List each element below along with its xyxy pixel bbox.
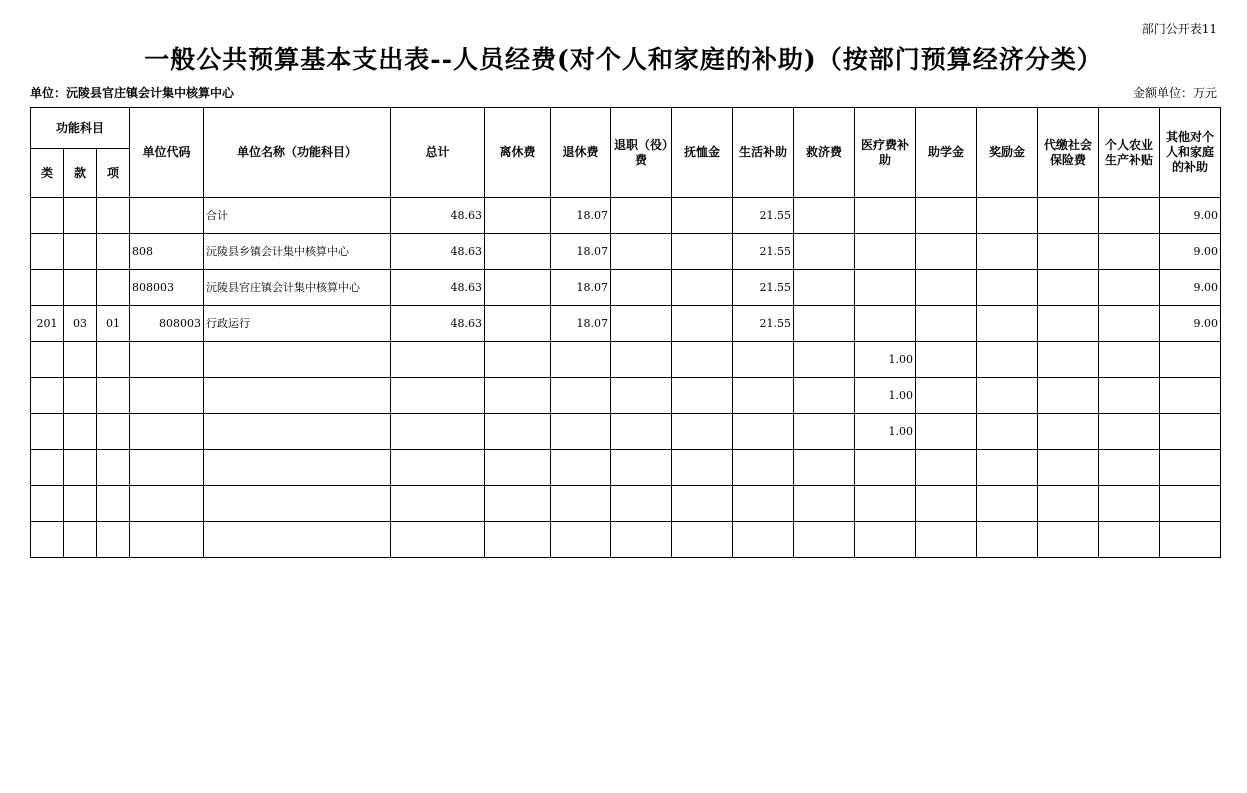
cell-fuxu [672, 306, 733, 342]
cell-lixiu [485, 450, 551, 486]
cell-xiang [97, 342, 130, 378]
cell-shenghuo: 21.55 [733, 270, 794, 306]
cell-yiliao [855, 486, 916, 522]
cell-qita [1160, 414, 1221, 450]
header-unit-code: 单位代码 [130, 108, 204, 198]
cell-tuixiu [551, 450, 611, 486]
header-qita: 其他对个人和家庭的补助 [1160, 108, 1221, 198]
cell-nongye [1099, 198, 1160, 234]
cell-jiuji [794, 342, 855, 378]
cell-code: 808003 [130, 270, 204, 306]
cell-lixiu [485, 414, 551, 450]
cell-lei [31, 234, 64, 270]
cell-tuixiu [551, 414, 611, 450]
cell-zhuxue [916, 270, 977, 306]
cell-lixiu [485, 522, 551, 558]
cell-total: 48.63 [391, 234, 485, 270]
cell-kuan [64, 378, 97, 414]
cell-tuixiu: 18.07 [551, 234, 611, 270]
cell-daijiao [1038, 198, 1099, 234]
cell-total: 48.63 [391, 198, 485, 234]
header-tuixiu: 退休费 [551, 108, 611, 198]
cell-jiuji [794, 198, 855, 234]
header-jiuji: 救济费 [794, 108, 855, 198]
cell-code: 808 [130, 234, 204, 270]
cell-zhuxue [916, 486, 977, 522]
cell-name: 沅陵县官庄镇会计集中核算中心 [204, 270, 391, 306]
cell-shenghuo [733, 378, 794, 414]
cell-lixiu [485, 270, 551, 306]
header-tuizhi: 退职（役）费 [611, 108, 672, 198]
cell-yiliao [855, 270, 916, 306]
cell-daijiao [1038, 234, 1099, 270]
table-row [31, 198, 1221, 234]
cell-jiuji [794, 378, 855, 414]
cell-lei [31, 486, 64, 522]
cell-name: 沅陵县乡镇会计集中核算中心 [204, 234, 391, 270]
table-row [31, 522, 1221, 558]
cell-shenghuo: 21.55 [733, 198, 794, 234]
header-daijiao: 代缴社会保险费 [1038, 108, 1099, 198]
cell-fuxu [672, 198, 733, 234]
cell-name [204, 342, 391, 378]
cell-yiliao: 1.00 [855, 342, 916, 378]
cell-kuan [64, 486, 97, 522]
cell-jiangli [977, 198, 1038, 234]
cell-name [204, 522, 391, 558]
cell-xiang [97, 198, 130, 234]
cell-kuan [64, 342, 97, 378]
header-zhuxue: 助学金 [916, 108, 977, 198]
cell-qita: 9.00 [1160, 234, 1221, 270]
table-row [31, 306, 1221, 342]
cell-code [130, 522, 204, 558]
cell-fuxu [672, 270, 733, 306]
cell-jiangli [977, 522, 1038, 558]
cell-daijiao [1038, 378, 1099, 414]
cell-zhuxue [916, 378, 977, 414]
cell-jiuji [794, 450, 855, 486]
table-row [31, 450, 1221, 486]
cell-jiuji [794, 234, 855, 270]
cell-lei [31, 342, 64, 378]
cell-qita [1160, 522, 1221, 558]
cell-lixiu [485, 234, 551, 270]
header-kuan: 款 [64, 149, 97, 198]
header-row-1 [31, 108, 1221, 149]
cell-tuizhi [611, 522, 672, 558]
cell-tuizhi [611, 378, 672, 414]
cell-lixiu [485, 342, 551, 378]
cell-lei [31, 198, 64, 234]
cell-nongye [1099, 414, 1160, 450]
cell-zhuxue [916, 342, 977, 378]
cell-tuizhi [611, 342, 672, 378]
header-lixiu: 离休费 [485, 108, 551, 198]
cell-code [130, 414, 204, 450]
cell-yiliao [855, 522, 916, 558]
cell-shenghuo [733, 522, 794, 558]
cell-daijiao [1038, 522, 1099, 558]
cell-zhuxue [916, 450, 977, 486]
cell-kuan: 03 [64, 306, 97, 342]
budget-table [30, 107, 1221, 558]
cell-code [130, 342, 204, 378]
cell-total [391, 342, 485, 378]
cell-daijiao [1038, 414, 1099, 450]
cell-total [391, 450, 485, 486]
cell-fuxu [672, 450, 733, 486]
header-lei: 类 [31, 149, 64, 198]
cell-lei [31, 270, 64, 306]
cell-zhuxue [916, 234, 977, 270]
header-jiangli: 奖励金 [977, 108, 1038, 198]
cell-xiang [97, 270, 130, 306]
cell-fuxu [672, 234, 733, 270]
cell-total: 48.63 [391, 306, 485, 342]
cell-nongye [1099, 234, 1160, 270]
cell-tuixiu [551, 378, 611, 414]
cell-lixiu [485, 198, 551, 234]
cell-xiang: 01 [97, 306, 130, 342]
cell-qita: 9.00 [1160, 270, 1221, 306]
cell-jiuji [794, 522, 855, 558]
cell-jiangli [977, 486, 1038, 522]
cell-shenghuo [733, 342, 794, 378]
cell-shenghuo [733, 450, 794, 486]
cell-name [204, 486, 391, 522]
cell-name: 行政运行 [204, 306, 391, 342]
cell-qita [1160, 378, 1221, 414]
cell-nongye [1099, 342, 1160, 378]
cell-qita: 9.00 [1160, 198, 1221, 234]
unit-label: 单位：沅陵县官庄镇会计集中核算中心 [30, 86, 235, 100]
cell-code [130, 378, 204, 414]
cell-xiang [97, 414, 130, 450]
cell-xiang [97, 522, 130, 558]
cell-yiliao [855, 234, 916, 270]
cell-qita [1160, 486, 1221, 522]
cell-tuizhi [611, 270, 672, 306]
cell-yiliao: 1.00 [855, 378, 916, 414]
amount-unit-label: 金额单位：万元 [1132, 86, 1217, 100]
header-shenghuo: 生活补助 [733, 108, 794, 198]
cell-name [204, 450, 391, 486]
cell-yiliao [855, 450, 916, 486]
cell-kuan [64, 198, 97, 234]
cell-total [391, 378, 485, 414]
header-fuxu: 抚恤金 [672, 108, 733, 198]
header-nongye: 个人农业生产补贴 [1099, 108, 1160, 198]
cell-fuxu [672, 342, 733, 378]
cell-code [130, 450, 204, 486]
cell-jiangli [977, 306, 1038, 342]
cell-daijiao [1038, 450, 1099, 486]
table-row [31, 234, 1221, 270]
cell-jiangli [977, 378, 1038, 414]
cell-jiangli [977, 342, 1038, 378]
cell-lei: 201 [31, 306, 64, 342]
cell-tuixiu: 18.07 [551, 198, 611, 234]
cell-daijiao [1038, 342, 1099, 378]
cell-xiang [97, 450, 130, 486]
table-row [31, 414, 1221, 450]
cell-jiangli [977, 450, 1038, 486]
cell-lixiu [485, 486, 551, 522]
cell-kuan [64, 450, 97, 486]
cell-nongye [1099, 450, 1160, 486]
header-yiliao: 医疗费补助 [855, 108, 916, 198]
cell-zhuxue [916, 522, 977, 558]
cell-fuxu [672, 522, 733, 558]
cell-shenghuo: 21.55 [733, 234, 794, 270]
cell-tuizhi [611, 414, 672, 450]
cell-zhuxue [916, 414, 977, 450]
cell-nongye [1099, 306, 1160, 342]
header-total: 总计 [391, 108, 485, 198]
cell-name [204, 378, 391, 414]
table-row [31, 342, 1221, 378]
table-row [31, 270, 1221, 306]
header-unit-name: 单位名称（功能科目） [204, 108, 391, 198]
cell-nongye [1099, 378, 1160, 414]
cell-xiang [97, 234, 130, 270]
cell-code: 808003 [130, 306, 204, 342]
cell-lei [31, 414, 64, 450]
page-title: 一般公共预算基本支出表--人员经费(对个人和家庭的补助)（按部门预算经济分类） [144, 45, 1103, 74]
cell-shenghuo [733, 486, 794, 522]
header-xiang: 项 [97, 149, 130, 198]
cell-fuxu [672, 486, 733, 522]
cell-jiuji [794, 486, 855, 522]
cell-tuizhi [611, 198, 672, 234]
cell-nongye [1099, 486, 1160, 522]
header-func-group: 功能科目 [31, 108, 130, 149]
cell-total [391, 414, 485, 450]
cell-lixiu [485, 306, 551, 342]
cell-total [391, 522, 485, 558]
cell-qita [1160, 450, 1221, 486]
cell-kuan [64, 270, 97, 306]
table-number: 部门公开表11 [1141, 22, 1217, 36]
cell-jiangli [977, 234, 1038, 270]
cell-tuixiu: 18.07 [551, 306, 611, 342]
cell-fuxu [672, 378, 733, 414]
cell-shenghuo [733, 414, 794, 450]
cell-xiang [97, 378, 130, 414]
cell-code [130, 198, 204, 234]
cell-lei [31, 522, 64, 558]
cell-name: 合计 [204, 198, 391, 234]
cell-tuixiu: 18.07 [551, 270, 611, 306]
cell-xiang [97, 486, 130, 522]
cell-zhuxue [916, 198, 977, 234]
cell-tuizhi [611, 306, 672, 342]
cell-jiangli [977, 270, 1038, 306]
cell-total [391, 486, 485, 522]
cell-kuan [64, 234, 97, 270]
cell-shenghuo: 21.55 [733, 306, 794, 342]
cell-daijiao [1038, 306, 1099, 342]
cell-yiliao: 1.00 [855, 414, 916, 450]
table-row [31, 378, 1221, 414]
cell-yiliao [855, 306, 916, 342]
cell-tuixiu [551, 342, 611, 378]
cell-lixiu [485, 378, 551, 414]
cell-jiuji [794, 414, 855, 450]
cell-zhuxue [916, 306, 977, 342]
cell-jiuji [794, 270, 855, 306]
cell-lei [31, 450, 64, 486]
cell-lei [31, 378, 64, 414]
cell-tuizhi [611, 450, 672, 486]
cell-tuixiu [551, 522, 611, 558]
cell-fuxu [672, 414, 733, 450]
cell-nongye [1099, 522, 1160, 558]
cell-name [204, 414, 391, 450]
cell-jiuji [794, 306, 855, 342]
cell-daijiao [1038, 270, 1099, 306]
cell-kuan [64, 414, 97, 450]
cell-nongye [1099, 270, 1160, 306]
cell-qita: 9.00 [1160, 306, 1221, 342]
cell-tuizhi [611, 486, 672, 522]
cell-kuan [64, 522, 97, 558]
table-row [31, 486, 1221, 522]
cell-code [130, 486, 204, 522]
cell-yiliao [855, 198, 916, 234]
cell-total: 48.63 [391, 270, 485, 306]
cell-daijiao [1038, 486, 1099, 522]
cell-tuixiu [551, 486, 611, 522]
cell-tuizhi [611, 234, 672, 270]
cell-qita [1160, 342, 1221, 378]
cell-jiangli [977, 414, 1038, 450]
